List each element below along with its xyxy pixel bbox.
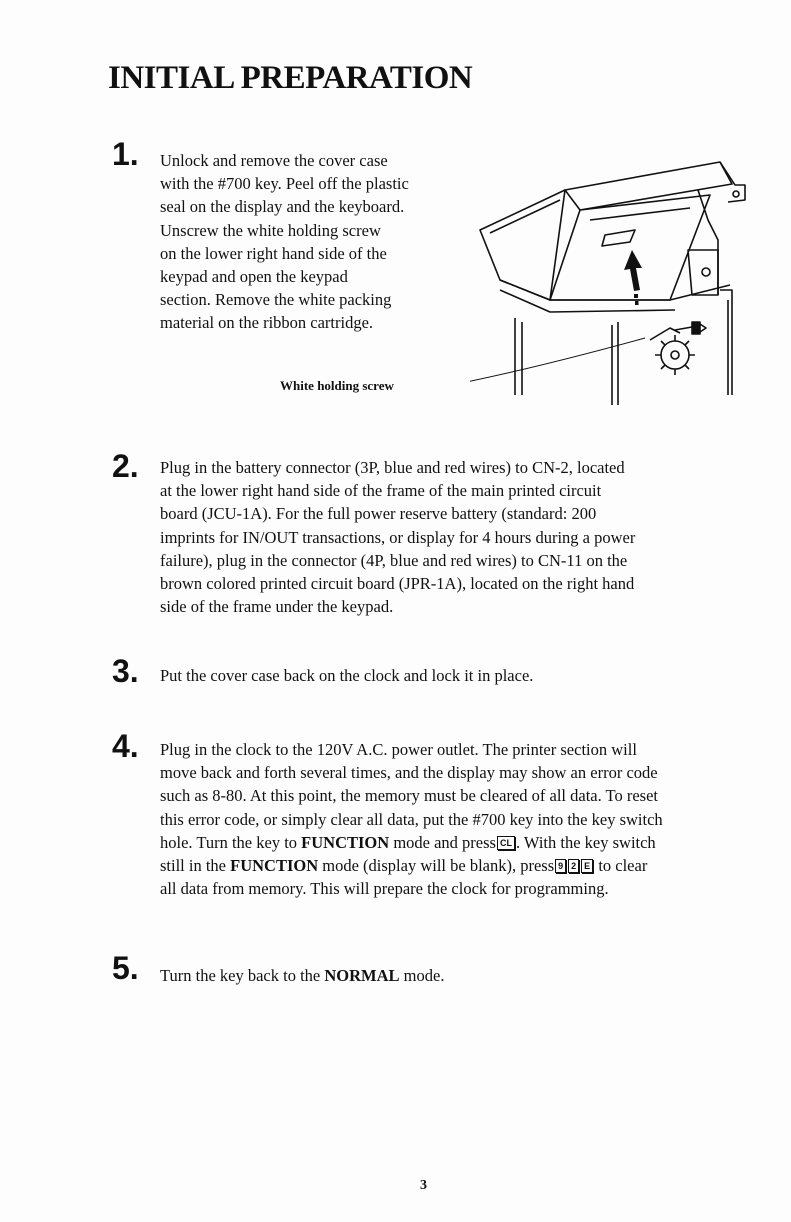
key-e-icon: E <box>581 859 593 873</box>
step-4-line: move back and forth several times, and the display may show an error code <box>160 763 658 783</box>
step-1-line: section. Remove the white packing <box>160 290 392 310</box>
step-3-text <box>160 664 533 687</box>
step-2-line: Plug in the battery connector (3P, blue and red wires) to CN-2, located <box>160 458 625 477</box>
step-1-line: material on the ribbon cartridge. <box>160 313 374 333</box>
step-4-text-fragment: to clear <box>594 856 648 876</box>
page-number: 3 <box>420 1178 427 1193</box>
step-2-line: failure), plug in the connector (4P, blue and red wires) to CN-11 on the <box>160 550 628 570</box>
step-4-text-fragment: mode and press <box>389 832 496 852</box>
step-4-text-fragment: mode (display will be blank), press <box>318 856 555 876</box>
step-5-text <box>160 964 444 987</box>
key-2-icon: 2 <box>568 859 579 873</box>
step-2-line: side of the frame under the keypad. <box>160 597 394 617</box>
step-4-text-fragment: still in the <box>160 856 231 876</box>
step-5-number: 5. <box>112 950 139 986</box>
step-2-line: board (JCU-1A). For the full power reserve battery (standard: 200 <box>160 504 597 524</box>
page-title: INITIAL PREPARATION <box>108 60 473 96</box>
step-4-line <box>160 831 663 854</box>
step-2-text <box>160 456 635 618</box>
function-mode-label: FUNCTION <box>230 856 319 876</box>
step-1-line: with the #700 key. Peel off the plastic <box>160 174 409 194</box>
step-2-line: imprints for IN/OUT transactions, or display for 4 hours during a power <box>160 527 636 547</box>
step-1-line: Unscrew the white holding screw <box>160 220 381 240</box>
step-4-text-fragment: hole. Turn the key to <box>160 832 302 852</box>
step-4-text <box>160 738 663 900</box>
step-1-line: keypad and open the keypad <box>160 267 348 287</box>
step-2-line: brown colored printed circuit board (JPR-1A), located on the right hand <box>160 574 635 594</box>
step-2-line: at the lower right hand side of the frame of the main printed circuit <box>160 481 602 501</box>
step-1-number: 1. <box>112 136 139 172</box>
step-1-line: Unlock and remove the cover case <box>160 151 388 170</box>
step-4-line <box>160 854 663 877</box>
step-5-text-fragment: mode. <box>399 966 445 985</box>
step-4-text-fragment: . With the key switch <box>515 832 656 852</box>
step-4-line: Plug in the clock to the 120V A.C. power outlet. The printer section will <box>160 740 637 759</box>
step-3-number: 3. <box>112 653 139 689</box>
function-mode-label: FUNCTION <box>301 832 390 852</box>
time-clock-illustration <box>470 150 760 420</box>
step-1-line: on the lower right hand side of the <box>160 243 387 263</box>
step-4-line: such as 8-80. At this point, the memory must be cleared of all data. To reset <box>160 786 659 806</box>
step-1-text <box>160 149 409 335</box>
step-2-number: 2. <box>112 448 139 484</box>
step-5-line <box>160 964 444 987</box>
step-3-line: Put the cover case back on the clock and lock it in place. <box>160 666 534 685</box>
normal-mode-label: NORMAL <box>324 966 400 985</box>
figure-caption: White holding screw <box>280 378 394 393</box>
key-9-icon: 9 <box>555 859 566 873</box>
step-1-line: seal on the display and the keyboard. <box>160 197 405 217</box>
step-4-number: 4. <box>112 728 139 764</box>
step-4-line: all data from memory. This will prepare the clock for programming. <box>160 879 609 899</box>
step-5-text-fragment: Turn the key back to the <box>160 966 325 985</box>
cl-key-icon: CL <box>497 836 515 850</box>
step-4-line: this error code, or simply clear all data, put the #700 key into the key switch <box>160 809 663 829</box>
